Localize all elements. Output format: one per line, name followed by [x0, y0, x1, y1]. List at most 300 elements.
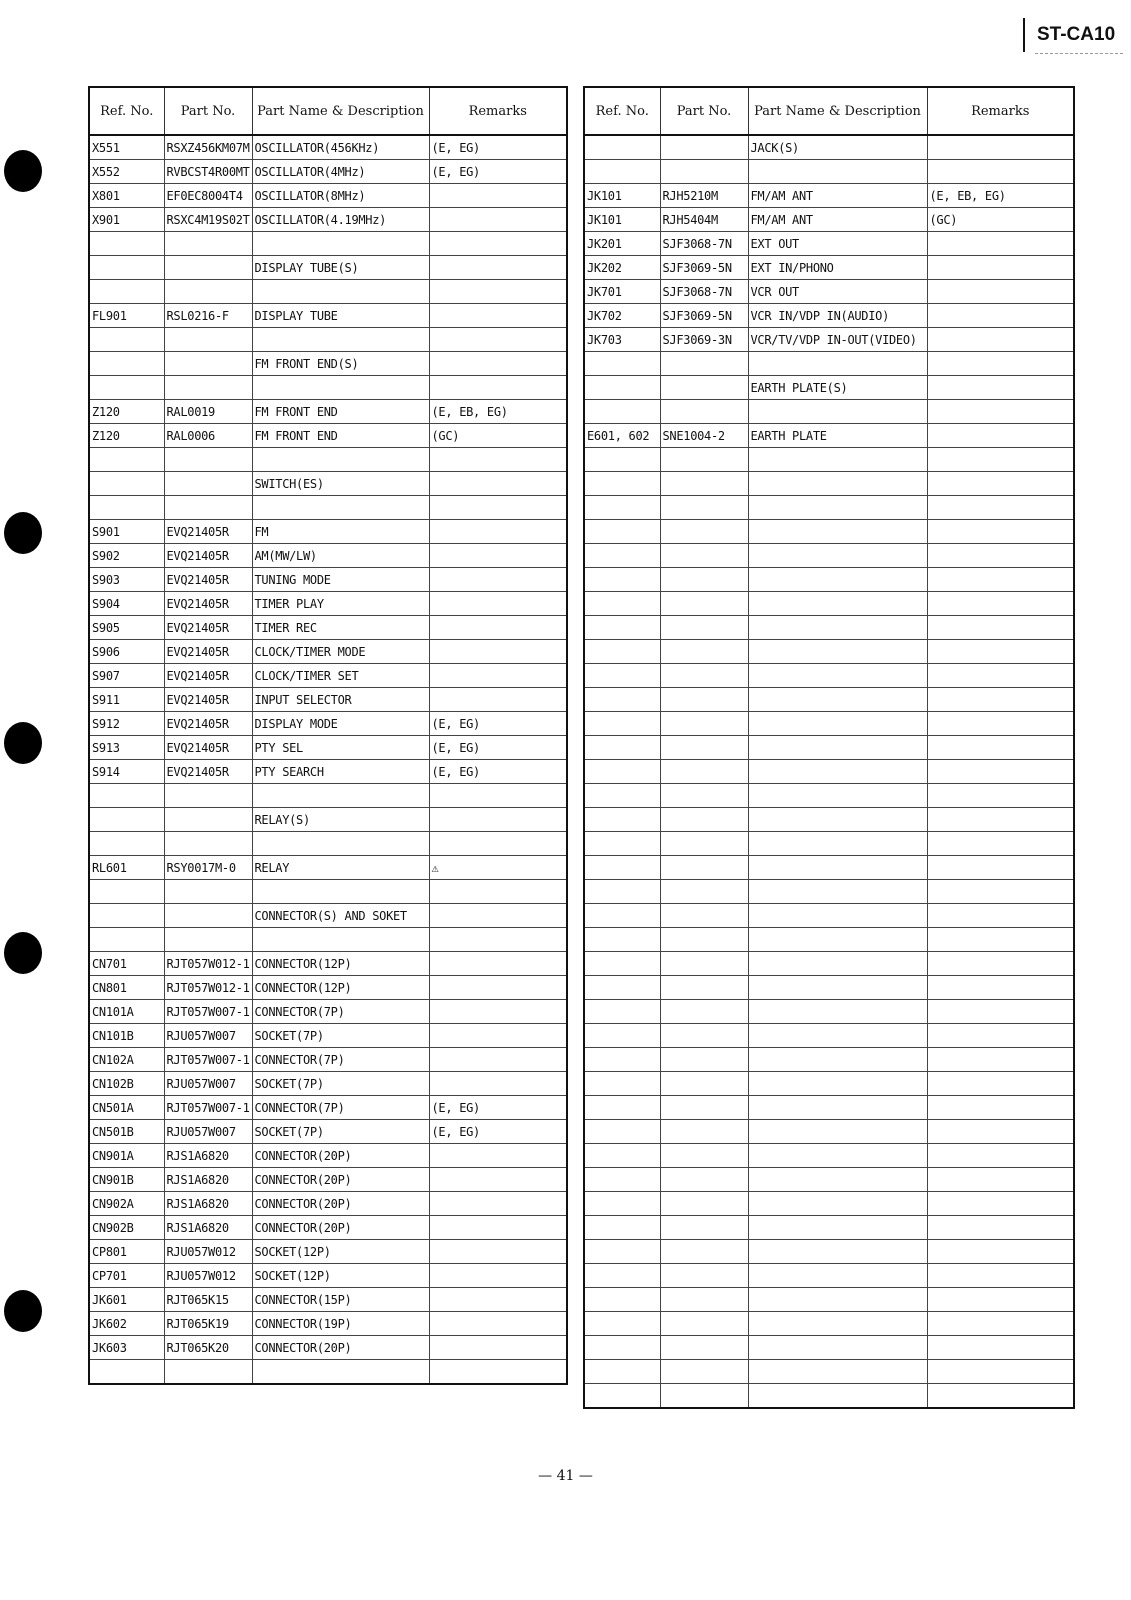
- part-no-cell: [660, 1312, 748, 1336]
- description-cell: TIMER PLAY: [252, 592, 429, 616]
- description-cell: [748, 1312, 927, 1336]
- table-row: [89, 1288, 567, 1312]
- description-cell: [748, 160, 927, 184]
- ref-no-cell: FL901: [89, 304, 164, 328]
- description-cell: [748, 1384, 927, 1409]
- ref-no-cell: [584, 1192, 660, 1216]
- part-no-cell: RJS1A6820: [164, 1144, 252, 1168]
- description-cell: [252, 784, 429, 808]
- ref-no-cell: X551: [89, 135, 164, 160]
- ref-no-cell: JK201: [584, 232, 660, 256]
- description-cell: [748, 448, 927, 472]
- remarks-cell: [429, 208, 567, 232]
- part-no-cell: [164, 808, 252, 832]
- description-cell: PTY SEL: [252, 736, 429, 760]
- table-row: [89, 544, 567, 568]
- part-no-cell: [660, 1144, 748, 1168]
- description-cell: AM(MW/LW): [252, 544, 429, 568]
- ref-no-cell: [584, 928, 660, 952]
- description-cell: CLOCK/TIMER SET: [252, 664, 429, 688]
- part-no-header: Part No.: [164, 87, 252, 135]
- part-no-cell: RJS1A6820: [164, 1192, 252, 1216]
- table-row: [89, 712, 567, 736]
- description-cell: [748, 952, 927, 976]
- ref-no-cell: [584, 952, 660, 976]
- table-row: [89, 1168, 567, 1192]
- remarks-cell: [927, 1024, 1074, 1048]
- remarks-cell: (E, EG): [429, 1120, 567, 1144]
- binder-hole: [4, 932, 42, 974]
- remarks-cell: [927, 496, 1074, 520]
- description-cell: [748, 352, 927, 376]
- part-no-cell: [660, 976, 748, 1000]
- part-no-cell: RJT057W007-1: [164, 1048, 252, 1072]
- remarks-cell: [927, 616, 1074, 640]
- description-cell: EXT OUT: [748, 232, 927, 256]
- remarks-cell: [429, 376, 567, 400]
- ref-no-cell: [584, 1240, 660, 1264]
- remarks-cell: (E, EG): [429, 760, 567, 784]
- table-row: [89, 400, 567, 424]
- part-no-cell: [660, 1192, 748, 1216]
- ref-no-cell: [584, 1000, 660, 1024]
- remarks-cell: [429, 808, 567, 832]
- part-no-cell: RJS1A6820: [164, 1168, 252, 1192]
- table-row: [584, 1360, 1074, 1384]
- ref-no-cell: [584, 496, 660, 520]
- ref-no-header: Ref. No.: [89, 87, 164, 135]
- table-row: [89, 1144, 567, 1168]
- table-row: [584, 472, 1074, 496]
- ref-no-cell: X901: [89, 208, 164, 232]
- description-cell: [252, 376, 429, 400]
- parts-table-left-body: [89, 135, 567, 1384]
- remarks-cell: [429, 232, 567, 256]
- ref-no-cell: [89, 832, 164, 856]
- remarks-cell: [429, 616, 567, 640]
- table-row: [89, 1192, 567, 1216]
- table-row: [584, 496, 1074, 520]
- ref-no-cell: [584, 760, 660, 784]
- part-no-cell: [660, 856, 748, 880]
- part-no-cell: [660, 1072, 748, 1096]
- part-no-cell: [660, 1168, 748, 1192]
- part-no-cell: EVQ21405R: [164, 592, 252, 616]
- ref-no-cell: [584, 592, 660, 616]
- remarks-cell: [927, 328, 1074, 352]
- description-cell: TIMER REC: [252, 616, 429, 640]
- table-row: [89, 376, 567, 400]
- part-no-cell: RSXC4M19S02T: [164, 208, 252, 232]
- table-row: [584, 904, 1074, 928]
- table-row: [584, 1312, 1074, 1336]
- remarks-cell: [927, 1216, 1074, 1240]
- table-row: [89, 760, 567, 784]
- description-cell: [748, 1288, 927, 1312]
- remarks-cell: [927, 640, 1074, 664]
- description-cell: PTY SEARCH: [252, 760, 429, 784]
- ref-no-cell: [584, 736, 660, 760]
- remarks-cell: [429, 1048, 567, 1072]
- ref-no-cell: JK202: [584, 256, 660, 280]
- remarks-cell: [429, 688, 567, 712]
- part-no-cell: SJF3069-3N: [660, 328, 748, 352]
- ref-no-cell: S905: [89, 616, 164, 640]
- remarks-cell: [927, 856, 1074, 880]
- table-row: [89, 1336, 567, 1360]
- ref-no-cell: CN902A: [89, 1192, 164, 1216]
- table-row: [89, 304, 567, 328]
- part-no-cell: SJF3068-7N: [660, 280, 748, 304]
- part-no-cell: [164, 280, 252, 304]
- remarks-cell: [429, 496, 567, 520]
- part-no-cell: [660, 616, 748, 640]
- ref-no-cell: [584, 520, 660, 544]
- table-row: [89, 448, 567, 472]
- table-row: [89, 1240, 567, 1264]
- description-cell: EARTH PLATE: [748, 424, 927, 448]
- table-row: [89, 808, 567, 832]
- remarks-cell: [429, 1144, 567, 1168]
- table-row: [584, 280, 1074, 304]
- table-row: [584, 1288, 1074, 1312]
- table-row: [584, 1384, 1074, 1409]
- description-cell: FM FRONT END: [252, 424, 429, 448]
- ref-no-cell: [89, 256, 164, 280]
- table-row: [584, 328, 1074, 352]
- part-no-cell: RJS1A6820: [164, 1216, 252, 1240]
- remarks-cell: [429, 352, 567, 376]
- table-row: [89, 520, 567, 544]
- part-no-cell: [164, 832, 252, 856]
- description-cell: INPUT SELECTOR: [252, 688, 429, 712]
- description-cell: [748, 496, 927, 520]
- ref-no-cell: [584, 904, 660, 928]
- description-cell: FM FRONT END: [252, 400, 429, 424]
- description-cell: CONNECTOR(12P): [252, 952, 429, 976]
- part-no-cell: EVQ21405R: [164, 712, 252, 736]
- remarks-cell: [429, 280, 567, 304]
- ref-no-cell: [584, 1384, 660, 1409]
- description-cell: [252, 832, 429, 856]
- remarks-cell: [927, 472, 1074, 496]
- part-no-cell: RJT057W012-1: [164, 952, 252, 976]
- ref-no-cell: [584, 400, 660, 424]
- remarks-cell: [927, 880, 1074, 904]
- description-cell: RELAY: [252, 856, 429, 880]
- table-row: [89, 1072, 567, 1096]
- remarks-cell: [927, 976, 1074, 1000]
- part-no-cell: [660, 880, 748, 904]
- ref-no-cell: CP801: [89, 1240, 164, 1264]
- ref-no-cell: [584, 832, 660, 856]
- table-row: [584, 1000, 1074, 1024]
- description-cell: CONNECTOR(20P): [252, 1192, 429, 1216]
- description-cell: OSCILLATOR(8MHz): [252, 184, 429, 208]
- ref-no-cell: CN501A: [89, 1096, 164, 1120]
- table-row: [584, 856, 1074, 880]
- ref-no-cell: [89, 376, 164, 400]
- part-no-cell: [164, 376, 252, 400]
- remarks-cell: [927, 352, 1074, 376]
- part-no-cell: [660, 544, 748, 568]
- table-row: [584, 256, 1074, 280]
- table-row: [584, 1120, 1074, 1144]
- ref-no-cell: [584, 640, 660, 664]
- remarks-cell: [927, 400, 1074, 424]
- remarks-cell: [429, 784, 567, 808]
- remarks-cell: [429, 1264, 567, 1288]
- part-no-cell: [660, 1264, 748, 1288]
- remarks-cell: [927, 1264, 1074, 1288]
- description-cell: CONNECTOR(7P): [252, 1096, 429, 1120]
- description-cell: [748, 1120, 927, 1144]
- remarks-cell: (E, EG): [429, 160, 567, 184]
- table-row: [584, 640, 1074, 664]
- ref-no-cell: S914: [89, 760, 164, 784]
- binder-hole: [4, 722, 42, 764]
- description-cell: SOCKET(12P): [252, 1264, 429, 1288]
- description-cell: VCR IN/VDP IN(AUDIO): [748, 304, 927, 328]
- description-cell: SWITCH(ES): [252, 472, 429, 496]
- remarks-cell: [429, 1072, 567, 1096]
- ref-no-cell: [89, 232, 164, 256]
- remarks-cell: [927, 135, 1074, 160]
- ref-no-cell: S911: [89, 688, 164, 712]
- part-no-cell: EVQ21405R: [164, 760, 252, 784]
- ref-no-cell: CN701: [89, 952, 164, 976]
- ref-no-header: Ref. No.: [584, 87, 660, 135]
- remarks-cell: [429, 928, 567, 952]
- remarks-cell: [429, 904, 567, 928]
- remarks-cell: [927, 592, 1074, 616]
- remarks-cell: [429, 184, 567, 208]
- table-row: [89, 880, 567, 904]
- remarks-cell: [429, 592, 567, 616]
- table-row: [89, 280, 567, 304]
- part-no-cell: EF0EC8004T4: [164, 184, 252, 208]
- ref-no-cell: S907: [89, 664, 164, 688]
- description-cell: [252, 328, 429, 352]
- description-cell: [748, 760, 927, 784]
- part-no-cell: [660, 376, 748, 400]
- part-no-cell: EVQ21405R: [164, 640, 252, 664]
- part-no-cell: [660, 784, 748, 808]
- part-no-cell: [660, 1288, 748, 1312]
- description-cell: OSCILLATOR(4.19MHz): [252, 208, 429, 232]
- description-cell: DISPLAY MODE: [252, 712, 429, 736]
- part-no-cell: [164, 1360, 252, 1385]
- description-cell: SOCKET(12P): [252, 1240, 429, 1264]
- table-row: [584, 688, 1074, 712]
- table-row: [584, 544, 1074, 568]
- part-no-cell: EVQ21405R: [164, 520, 252, 544]
- table-row: [89, 1000, 567, 1024]
- ref-no-cell: [584, 1336, 660, 1360]
- remarks-cell: ⚠: [429, 856, 567, 880]
- table-row: [584, 1144, 1074, 1168]
- part-no-cell: [164, 784, 252, 808]
- part-no-cell: RJU057W012: [164, 1264, 252, 1288]
- description-cell: [748, 1024, 927, 1048]
- description-cell: FM/AM ANT: [748, 208, 927, 232]
- ref-no-cell: [89, 280, 164, 304]
- ref-no-cell: [584, 135, 660, 160]
- part-no-cell: [660, 760, 748, 784]
- ref-no-cell: [584, 1144, 660, 1168]
- table-row: [89, 1048, 567, 1072]
- table-row: [89, 664, 567, 688]
- parts-table-right-body: [584, 135, 1074, 1408]
- ref-no-cell: CN902B: [89, 1216, 164, 1240]
- table-row: [89, 1360, 567, 1385]
- ref-no-cell: [89, 352, 164, 376]
- description-cell: [748, 592, 927, 616]
- table-row: [89, 736, 567, 760]
- part-no-cell: [660, 448, 748, 472]
- remarks-cell: [927, 1336, 1074, 1360]
- table-row: [584, 424, 1074, 448]
- remarks-cell: [429, 1360, 567, 1385]
- ref-no-cell: Z120: [89, 400, 164, 424]
- ref-no-cell: S904: [89, 592, 164, 616]
- remarks-cell: [429, 1168, 567, 1192]
- table-row: [89, 616, 567, 640]
- table-header-row: [89, 87, 567, 135]
- remarks-cell: [927, 760, 1074, 784]
- remarks-cell: [927, 1168, 1074, 1192]
- description-cell: [748, 1264, 927, 1288]
- part-no-cell: RSY0017M-0: [164, 856, 252, 880]
- ref-no-cell: CN901B: [89, 1168, 164, 1192]
- remarks-cell: (GC): [927, 208, 1074, 232]
- table-row: [89, 135, 567, 160]
- ref-no-cell: [584, 1096, 660, 1120]
- remarks-cell: [927, 1072, 1074, 1096]
- table-row: [89, 832, 567, 856]
- part-no-cell: RJH5404M: [660, 208, 748, 232]
- table-row: [584, 520, 1074, 544]
- ref-no-cell: [584, 976, 660, 1000]
- table-header-row: [584, 87, 1074, 135]
- part-no-cell: [660, 568, 748, 592]
- remarks-cell: [429, 952, 567, 976]
- part-no-cell: RVBCST4R00MT: [164, 160, 252, 184]
- ref-no-cell: [584, 856, 660, 880]
- table-row: [89, 232, 567, 256]
- table-row: [584, 568, 1074, 592]
- part-no-cell: [660, 1336, 748, 1360]
- ref-no-cell: [584, 1168, 660, 1192]
- remarks-cell: [927, 1384, 1074, 1409]
- part-no-cell: [164, 880, 252, 904]
- part-no-cell: RJT065K15: [164, 1288, 252, 1312]
- part-no-cell: EVQ21405R: [164, 664, 252, 688]
- table-row: [584, 1072, 1074, 1096]
- remarks-cell: [429, 520, 567, 544]
- ref-no-cell: [584, 1312, 660, 1336]
- remarks-cell: [429, 664, 567, 688]
- part-no-cell: [660, 808, 748, 832]
- remarks-cell: [927, 712, 1074, 736]
- part-no-cell: [164, 352, 252, 376]
- description-header: Part Name & Description: [748, 87, 927, 135]
- table-row: [584, 160, 1074, 184]
- ref-no-cell: [584, 664, 660, 688]
- description-cell: [748, 808, 927, 832]
- remarks-cell: [927, 376, 1074, 400]
- remarks-cell: (E, EG): [429, 135, 567, 160]
- description-cell: [748, 880, 927, 904]
- description-cell: [748, 1168, 927, 1192]
- part-no-cell: [660, 1120, 748, 1144]
- part-no-cell: SJF3068-7N: [660, 232, 748, 256]
- description-cell: OSCILLATOR(4MHz): [252, 160, 429, 184]
- part-no-cell: SJF3069-5N: [660, 256, 748, 280]
- ref-no-cell: X801: [89, 184, 164, 208]
- part-no-cell: [660, 640, 748, 664]
- remarks-cell: [927, 1096, 1074, 1120]
- ref-no-cell: [584, 1216, 660, 1240]
- part-no-cell: [660, 688, 748, 712]
- part-no-cell: [660, 496, 748, 520]
- table-row: [584, 952, 1074, 976]
- description-cell: SOCKET(7P): [252, 1024, 429, 1048]
- table-row: [584, 592, 1074, 616]
- remarks-cell: [927, 1288, 1074, 1312]
- description-cell: FM: [252, 520, 429, 544]
- remarks-cell: [927, 664, 1074, 688]
- description-cell: [252, 928, 429, 952]
- description-header: Part Name & Description: [252, 87, 429, 135]
- remarks-cell: [429, 1336, 567, 1360]
- page-number: — 41 —: [538, 1468, 593, 1484]
- part-no-cell: [660, 904, 748, 928]
- description-cell: VCR OUT: [748, 280, 927, 304]
- ref-no-cell: E601, 602: [584, 424, 660, 448]
- part-no-cell: [660, 664, 748, 688]
- ref-no-cell: [89, 880, 164, 904]
- remarks-cell: [927, 568, 1074, 592]
- description-cell: CONNECTOR(20P): [252, 1336, 429, 1360]
- table-row: [584, 616, 1074, 640]
- table-row: [584, 1168, 1074, 1192]
- ref-no-cell: [584, 1288, 660, 1312]
- ref-no-cell: JK701: [584, 280, 660, 304]
- part-no-cell: RJT065K19: [164, 1312, 252, 1336]
- table-row: [89, 424, 567, 448]
- ref-no-cell: [584, 880, 660, 904]
- table-row: [584, 1048, 1074, 1072]
- part-no-cell: RSXZ456KM07M: [164, 135, 252, 160]
- part-no-cell: [164, 904, 252, 928]
- ref-no-cell: JK703: [584, 328, 660, 352]
- part-no-cell: EVQ21405R: [164, 568, 252, 592]
- table-row: [584, 352, 1074, 376]
- ref-no-cell: [584, 1048, 660, 1072]
- part-no-cell: RJH5210M: [660, 184, 748, 208]
- description-cell: [748, 544, 927, 568]
- table-row: [584, 832, 1074, 856]
- description-cell: CONNECTOR(20P): [252, 1144, 429, 1168]
- part-no-cell: RJU057W012: [164, 1240, 252, 1264]
- ref-no-cell: X552: [89, 160, 164, 184]
- remarks-header: Remarks: [429, 87, 567, 135]
- remarks-cell: [927, 520, 1074, 544]
- description-cell: CONNECTOR(S) AND SOKET: [252, 904, 429, 928]
- part-no-cell: RSL0216-F: [164, 304, 252, 328]
- ref-no-cell: JK101: [584, 208, 660, 232]
